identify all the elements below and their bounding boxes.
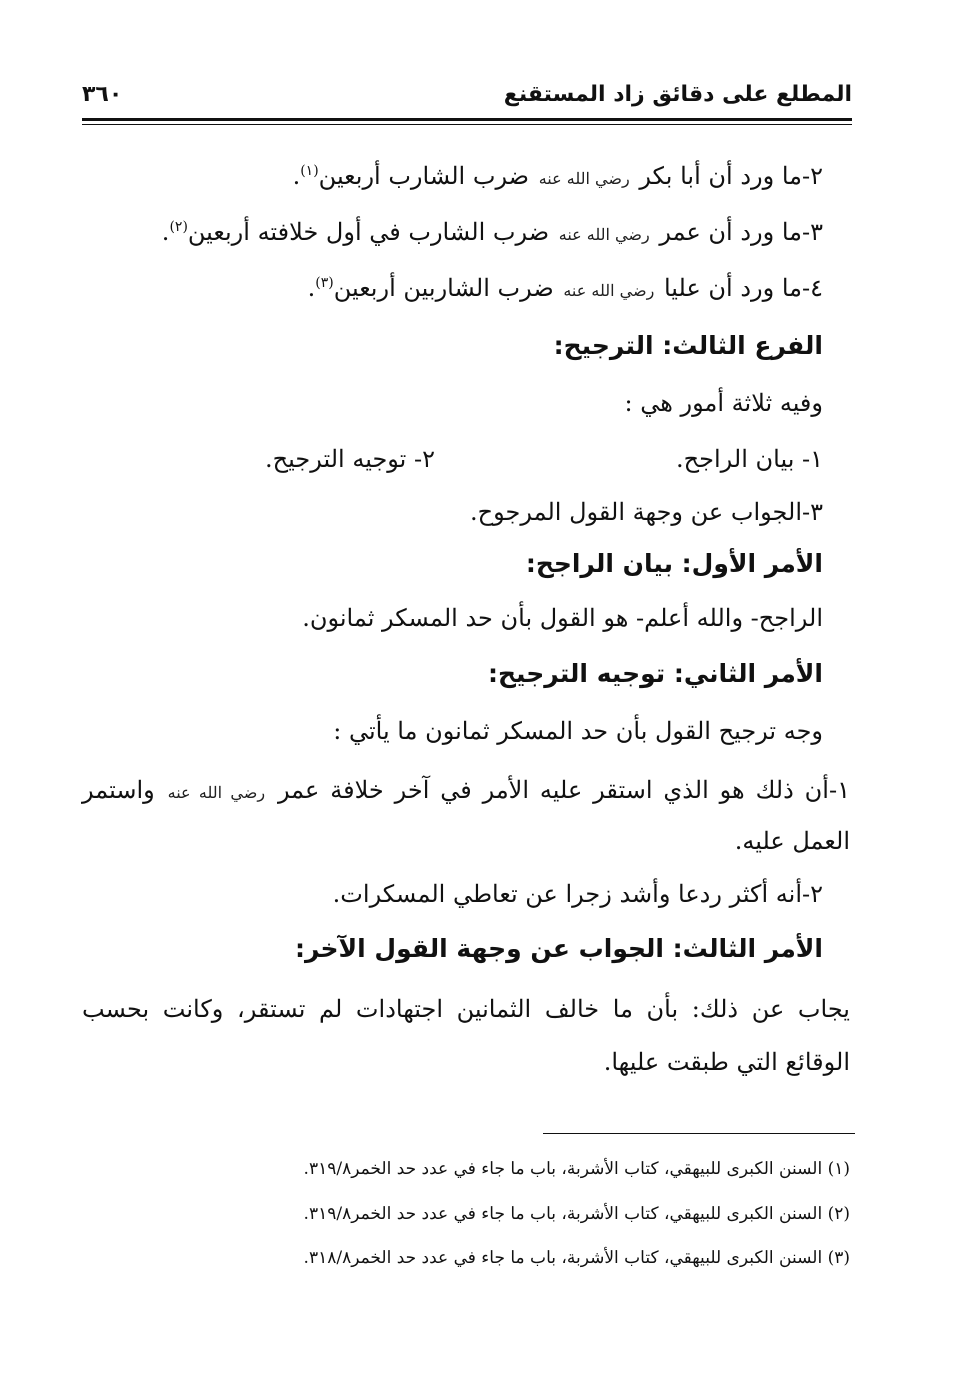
heading-first-matter: الأمر الأول: بيان الراجح: <box>525 549 823 578</box>
reason-1-line-b: العمل عليه. <box>734 827 850 855</box>
footnote-2: (٢) السنن الكبرى للبيهقي، كتاب الأشربة، باب ما جاء في عدد حد الخمر٣١٩/٨. <box>303 1204 850 1224</box>
answer-line-a: يجاب عن ذلك: بأن ما خالف الثمانين اجتهادات لم تستقر، وكانت بحسب <box>82 995 850 1023</box>
page-number: ٣٦٠ <box>82 82 123 107</box>
header-rule-thick <box>82 118 852 121</box>
footnote-ref: (٢) <box>169 219 188 235</box>
footnote-1: (١) السنن الكبرى للبيهقي، كتاب الأشربة، باب ما جاء في عدد حد الخمر٣١٩/٨. <box>303 1159 850 1179</box>
item-line-2: ٢- توجيه الترجيح. <box>265 445 435 473</box>
line-text: ٢-ما ورد أن أبا بكر <box>639 162 823 190</box>
line-text: ٣-ما ورد أن عمر <box>659 218 823 246</box>
page-header <box>82 80 852 114</box>
intro-line: وفيه ثلاثة أمور هي : <box>624 389 823 417</box>
rajih-line: الراجح- والله أعلم- هو القول بأن حد المسكر ثمانون. <box>302 604 823 632</box>
heading-tarjih: الفرع الثالث: الترجيح: <box>553 331 823 360</box>
line-text-tail: ضرب الشارب أربعين <box>318 162 530 190</box>
heading-third-matter: الأمر الثالث: الجواب عن وجهة القول الآخر: <box>294 934 823 963</box>
reason-2-line: ٢-أنه أكثر ردعا وأشد زجرا عن تعاطي المسكرات. <box>332 880 823 908</box>
line-text-tail: ضرب الشاربين أربعين <box>333 274 554 302</box>
footnote-ref: (١) <box>300 163 319 179</box>
wajh-line: وجه ترجيح القول بأن حد المسكر ثمانون ما يأتي : <box>333 717 823 745</box>
answer-line-b: الوقائع التي طبقت عليها. <box>603 1048 850 1076</box>
item-line-3: ٣-الجواب عن وجهة القول المرجوح. <box>469 498 823 526</box>
line-text-tail: ضرب الشارب في أول خلافته أربعين <box>187 218 550 246</box>
header-rule-thin <box>82 124 852 125</box>
item-line-1: ١- بيان الراجح. <box>676 445 823 473</box>
line-text-tail: واستمر <box>82 776 155 804</box>
honorific-glyph: رضي الله عنه <box>167 783 266 802</box>
footnote-3: (٣) السنن الكبرى للبيهقي، كتاب الأشربة، باب ما جاء في عدد حد الخمر٣١٨/٨. <box>303 1248 850 1268</box>
body-line-abubakr <box>293 158 823 197</box>
honorific-glyph: رضي الله عنه <box>558 225 650 244</box>
line-text: ١-أن ذلك هو الذي استقر عليه الأمر في آخر خلافة عمر <box>277 776 850 804</box>
line-end: . <box>307 274 316 302</box>
line-end: . <box>292 162 301 190</box>
heading-second-matter: الأمر الثاني: توجيه الترجيح: <box>488 659 823 688</box>
line-text: ٤-ما ورد أن عليا <box>663 274 823 302</box>
body-line-ali <box>308 270 823 309</box>
footnote-separator <box>543 1133 855 1134</box>
footnote-ref: (٣) <box>315 275 334 291</box>
reason-1-line-a <box>82 772 850 811</box>
honorific-glyph: رضي الله عنه <box>563 281 655 300</box>
line-end: . <box>161 218 170 246</box>
honorific-glyph: رضي الله عنه <box>538 169 630 188</box>
running-title: المطلع على دقائق زاد المستقنع <box>503 82 852 107</box>
body-line-umar <box>162 214 823 253</box>
